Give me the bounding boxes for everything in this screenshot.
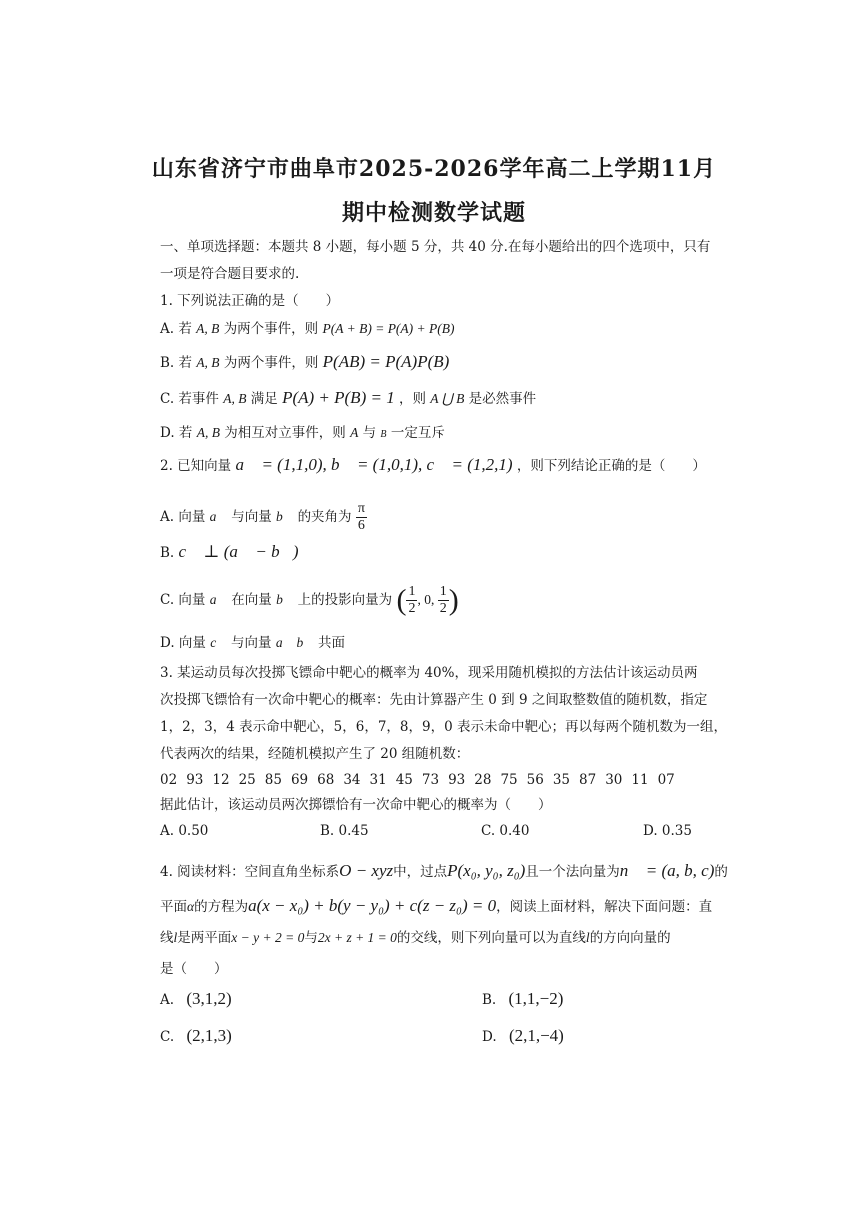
q4-l1-d: 的 <box>714 864 728 880</box>
q2-c-zero: , 0, <box>417 592 438 607</box>
q3-line4: 代表两次的结果，经随机模拟产生了 20 组随机数： <box>160 746 470 762</box>
q4-l2-alpha: α <box>187 899 195 914</box>
q3-random-numbers <box>160 772 684 788</box>
q1-b-vars: A, B <box>196 355 220 370</box>
q4-line4: 是（ ） <box>160 961 228 977</box>
q1-b-prefix: B. 若 <box>160 355 193 371</box>
q2-c-n1: 1 <box>408 584 416 599</box>
q4-line3 <box>160 929 671 947</box>
random-number: 35 <box>552 772 570 788</box>
q1-b-formula: P(AB) = P(A)P(B) <box>322 352 450 371</box>
q2-a-fraction <box>356 501 367 534</box>
q4-option-b <box>482 990 563 1009</box>
q2-a-mid2: 的夹角为 <box>297 509 352 525</box>
random-number: 31 <box>369 772 387 788</box>
q4-l2-c: ，阅读上面材料，解决下面问题：直 <box>496 899 713 915</box>
q2-stem-formula: a⃗ = (1,1,0), b⃗ = (1,0,1), c⃗ = (1,2,1) <box>235 455 513 474</box>
random-number: 11 <box>631 772 649 788</box>
right-paren-icon: ) <box>448 583 459 617</box>
q2-b-prefix: B. <box>160 545 175 561</box>
q1-stem: 1. 下列说法正确的是（ ） <box>160 293 340 309</box>
q4-l3-e: 的方向向量的 <box>589 930 671 946</box>
q2-stem <box>160 456 706 475</box>
q2-option-a <box>160 500 367 534</box>
q1-a-formula: P(A + B) = P(A) + P(B) <box>322 321 455 336</box>
exam-title-line1: 山东省济宁市曲阜市2025-2026学年高二上学期11月 <box>151 156 717 182</box>
random-number: 56 <box>526 772 544 788</box>
exam-title-line2: 期中检测数学试题 <box>341 200 526 226</box>
q1-option-d <box>160 424 445 444</box>
random-number: 07 <box>657 772 675 788</box>
q2-stem-suffix: ，则下列结论正确的是（ ） <box>516 458 706 474</box>
q3-line2: 次投掷飞镖恰有一次命中靶心的概率：先由计算器产生 0 到 9 之间取整数值的随机数，指定 <box>160 692 708 708</box>
q1-d-mid2: 与 <box>362 425 377 441</box>
q3-option-d: D. 0.35 <box>643 823 692 839</box>
random-number: 85 <box>264 772 282 788</box>
q4-l3-b: 是两平面 <box>177 930 232 946</box>
q4-l3-l2: l <box>585 930 590 945</box>
q1-d-prefix: D. 若 <box>160 425 193 441</box>
q1-b-mid: 为两个事件，则 <box>223 355 319 371</box>
q2-c-d2: 2 <box>439 601 447 616</box>
q1-a-mid: 为两个事件，则 <box>223 321 319 337</box>
random-number: 93 <box>448 772 466 788</box>
q4-c-value: (2,1,3) <box>186 1026 232 1045</box>
q2-c-frac1 <box>406 584 417 617</box>
q2-d-vec-c: c⃗ <box>210 635 227 650</box>
q1-a-prefix: A. 若 <box>160 321 192 337</box>
q4-a-value: (3,1,2) <box>186 989 232 1008</box>
random-number: 02 <box>160 772 178 788</box>
q4-l1-b: 中，过点 <box>393 864 448 880</box>
q4-l3-f2: 2x + z + 1 = 0 <box>317 930 397 945</box>
random-number: 73 <box>421 772 440 788</box>
random-number: 87 <box>579 772 597 788</box>
q4-l1-a: 4. 阅读材料：空间直角坐标系 <box>160 864 340 880</box>
q4-l2-formula: a(x − x₀) + b(y − y₀) + c(z − z₀) = 0 <box>248 896 497 915</box>
q4-d-value: (2,1,−4) <box>508 1026 564 1045</box>
q1-d-b: B <box>380 429 387 440</box>
q4-option-c <box>160 1027 232 1046</box>
q1-c-formula: P(A) + P(B) = 1 <box>282 388 395 407</box>
q4-option-a <box>160 990 232 1009</box>
q4-l3-d: 的交线，则下列向量可以为直线 <box>396 930 586 946</box>
random-number: 34 <box>343 772 361 788</box>
q4-l1-f3: n⃗ = (a, b, c) <box>619 861 715 880</box>
q1-c-mid2: ，则 <box>399 391 426 407</box>
q2-stem-prefix: 2. 已知向量 <box>160 458 232 474</box>
q1-c-prefix: C. 若事件 <box>160 391 219 407</box>
q1-d-a: A <box>350 425 359 440</box>
q2-a-numerator: π <box>357 501 365 516</box>
q2-c-prefix: C. 向量 <box>160 592 206 608</box>
q4-l1-f1: O − xyz <box>339 861 394 880</box>
q4-l2-a: 平面 <box>160 899 187 915</box>
q4-line1 <box>160 862 728 881</box>
q4-l1-f2: P(x₀, y₀, z₀) <box>447 861 526 880</box>
q2-d-vec-ab: a⃗ b⃗ <box>275 635 314 650</box>
q4-b-value: (1,1,−2) <box>508 989 564 1008</box>
q2-a-vec-a: a⃗ <box>209 509 227 524</box>
q3-option-c: C. 0.40 <box>481 823 530 839</box>
q4-b-label: B. <box>482 992 497 1008</box>
random-number: 28 <box>474 772 492 788</box>
q2-option-c <box>160 583 459 618</box>
random-number: 75 <box>500 772 518 788</box>
q4-d-label: D. <box>482 1029 497 1045</box>
q3-option-b: B. 0.45 <box>320 823 369 839</box>
random-number: 25 <box>238 772 256 788</box>
q3-line3: 1，2，3，4 表示命中靶心，5，6，7，8，9，0 表示未命中靶心；再以每两个随机数为一组， <box>160 719 727 735</box>
q2-c-n2: 1 <box>439 584 447 599</box>
q2-d-suffix: 共面 <box>318 635 346 651</box>
q2-a-mid: 与向量 <box>231 509 272 525</box>
random-number: 30 <box>605 772 623 788</box>
q1-option-a <box>160 320 455 338</box>
q1-a-vars: A, B <box>196 321 220 336</box>
q1-d-mid: 为相互对立事件，则 <box>224 425 346 441</box>
q4-a-label: A. <box>160 992 175 1008</box>
q2-c-vec-b: b⃗ <box>276 592 294 607</box>
q1-option-b <box>160 353 449 372</box>
random-number: 68 <box>317 772 335 788</box>
q2-a-denominator: 6 <box>357 518 365 533</box>
q2-c-mid2: 上的投影向量为 <box>297 592 393 608</box>
q1-c-vars: A, B <box>223 391 247 406</box>
q3-line5: 据此估计，该运动员两次掷镖恰有一次命中靶心的概率为（ ） <box>160 797 552 813</box>
q4-l3-f1: x − y + 2 = 0 <box>231 930 305 945</box>
q2-b-formula: c⃗ ⊥ (a⃗ − b⃗) <box>178 542 299 561</box>
q4-l3-l: l <box>173 930 178 945</box>
left-paren-icon: ( <box>396 583 407 617</box>
q4-l2-b: 的方程为 <box>194 899 249 915</box>
q1-c-mid: 满足 <box>250 391 278 407</box>
q4-l3-c: 与 <box>304 930 318 946</box>
q2-a-vec-b: b⃗ <box>276 509 294 524</box>
random-number: 45 <box>395 772 413 788</box>
random-number: 93 <box>186 772 204 788</box>
q2-a-prefix: A. 向量 <box>160 509 206 525</box>
q1-d-suffix: 一定互斥 <box>390 425 445 441</box>
q2-c-mid: 在向量 <box>231 592 272 608</box>
q3-option-a: A. 0.50 <box>160 823 209 839</box>
q1-c-formula2: A ⋃ B <box>430 391 465 406</box>
random-number: 12 <box>212 772 230 788</box>
section-heading: 一、单项选择题：本题共 8 小题，每小题 5 分，共 40 分.在每小题给出的四个选项中，只有 <box>160 239 711 255</box>
q4-l3-a: 线 <box>160 930 174 946</box>
q4-option-d <box>482 1027 564 1046</box>
q2-option-b <box>160 543 299 562</box>
q2-d-prefix: D. 向量 <box>160 635 206 651</box>
q1-d-vars: A, B <box>196 425 220 440</box>
q2-d-mid: 与向量 <box>231 635 272 651</box>
random-number: 69 <box>290 772 309 788</box>
q4-l1-c: 且一个法向量为 <box>525 864 620 880</box>
q1-c-suffix: 是必然事件 <box>468 391 537 407</box>
section-heading-cont: 一项是符合题目要求的. <box>160 266 300 282</box>
q2-c-vec-a: a⃗ <box>209 592 227 607</box>
q2-c-d1: 2 <box>408 601 416 616</box>
q1-option-c <box>160 389 536 408</box>
q4-c-label: C. <box>160 1029 175 1045</box>
q3-line1: 3. 某运动员每次投掷飞镖命中靶心的概率为 40%，现采用随机模拟的方法估计该运动员两 <box>160 665 698 681</box>
q4-line2 <box>160 897 712 916</box>
q2-option-d <box>160 634 345 652</box>
q2-c-frac2 <box>438 584 449 617</box>
